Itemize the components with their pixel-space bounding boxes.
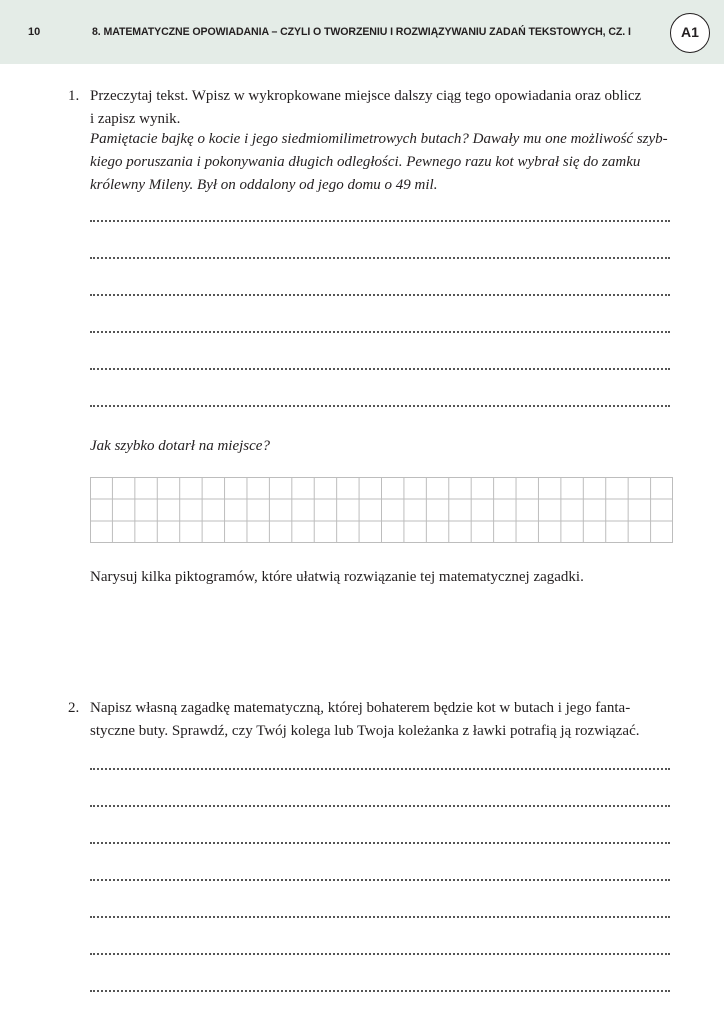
task-2-answer-line-3[interactable] (90, 842, 670, 844)
task-2-number: 2. (68, 700, 80, 716)
answer-line-4[interactable] (90, 331, 670, 333)
story-line-2: kiego poruszania i pokonywania długich odległości. Pewnego razu kot wybrał się do zamku (90, 154, 641, 170)
page-number: 10 (28, 26, 41, 38)
page-header (0, 0, 724, 64)
answer-line-1[interactable] (90, 220, 670, 222)
level-badge: A1 (670, 13, 710, 53)
answer-line-6[interactable] (90, 405, 670, 407)
task-2-answer-line-5[interactable] (90, 916, 670, 918)
task-2-answer-line-6[interactable] (90, 953, 670, 955)
task-1-number: 1. (68, 88, 80, 104)
answer-line-2[interactable] (90, 257, 670, 259)
chapter-title: 8. MATEMATYCZNE OPOWIADANIA – CZYLI O TWORZENIU I ROZWIĄZYWANIU ZADAŃ TEKSTOWYCH, CZ. I (92, 26, 631, 38)
answer-line-3[interactable] (90, 294, 670, 296)
answer-line-5[interactable] (90, 368, 670, 370)
task-2-answer-line-7[interactable] (90, 990, 670, 992)
task-2-answer-line-2[interactable] (90, 805, 670, 807)
question-text: Jak szybko dotarł na miejsce? (90, 438, 270, 454)
pictogram-instruction: Narysuj kilka piktogramów, które ułatwią rozwiązanie tej matematycznej zagadki. (90, 569, 584, 585)
task-2-instruction-line-2: styczne buty. Sprawdź, czy Twój kolega lub Twoja koleżanka z ławki potrafią ją rozwiązać. (90, 723, 640, 739)
task-2-instruction-line-1: Napisz własną zagadkę matematyczną, której bohaterem będzie kot w butach i jego fanta- (90, 700, 631, 716)
story-line-3: królewny Mileny. Był on oddalony od jego domu o 49 mil. (90, 177, 438, 193)
task-1-instruction-line-1: Przeczytaj tekst. Wpisz w wykropkowane miejsce dalszy ciąg tego opowiadania oraz oblicz (90, 88, 642, 104)
task-2-answer-line-1[interactable] (90, 768, 670, 770)
story-line-1: Pamiętacie bajkę o kocie i jego siedmiomilimetrowych butach? Dawały mu one możliwość szyb- (90, 131, 668, 147)
task-2-answer-line-4[interactable] (90, 879, 670, 881)
task-1-instruction-line-2: i zapisz wynik. (90, 111, 181, 127)
calculation-grid[interactable] (90, 477, 673, 543)
